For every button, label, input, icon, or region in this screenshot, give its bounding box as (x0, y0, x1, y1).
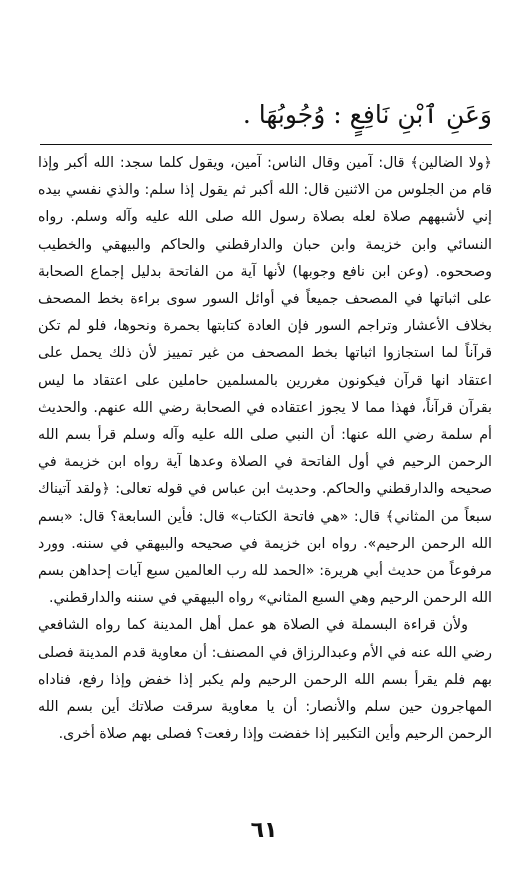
footnote-divider (40, 144, 492, 145)
commentary-paragraph: ولأن قراءة البسملة في الصلاة هو عمل أهل المدينة كما رواه الشافعي رضي الله عنه في الأم وعبدالرزاق في المصنف: أن معاوية قدم المدينة فصلى بهم فلم يقرأ بسم الله الرحمن الرحيم ولم يكبر إذا خفض وإذا رفع، فناداه المهاجرون حين سلم والأنصار: أن يا معاوية سرقت صلاتك أين بسم الله الرحمن الرحيم وأين التكبير إذا خفضت وإذا رفعت؟ فصلى بهم صلاة أخرى. (38, 617, 492, 743)
page-number: ٦١ (250, 818, 278, 843)
verse-text: وَعَنِ ٱبْنِ نَافِعٍ : وُجُوبُهَا . (242, 100, 492, 129)
commentary-paragraph: ﴿ولا الضالين﴾ قال: آمين وقال الناس: آمين، ويقول كلما سجد: الله أكبر وإذا قام من الجلوس من الاثنين قال: الله أكبر ثم يقول إذا سلم: والذي نفسي بيده إني لأشبههم صلاة لعله بصلاة رسول الله صلى الله عليه وآله وسلم. رواه النسائي وابن خزيمة وابن حبان والدارقطني والحاكم والبيهقي والخطيب وصححوه. (وعن ابن نافع وجوبها) لأنها آية من الفاتحة بدليل إجماع الصحابة على اثباتها في المصحف جميعاً في أوائل السور سوى براءة بخط المصحف بخلاف الأعشار وتراجم السور فإن العادة كتابتها بحمرة ونحوها، فلو لم تكن قرآناً لما استجازوا اثباتها بخط المصحف من غير تمييز لأن ذلك يحمل على اعتقاد انها قرآن فيكونون مغررين بالمسلمين حاملين على اعتقاد ما ليس بقرآن قرآناً، فهذا مما لا يجوز اعتقاده في الصحابة رضي الله عنهم. والحديث أم سلمة رضي الله عنها: أن النبي صلى الله عليه وآله وسلم قرأ بسم الله الرحمن الرحيم في أول الفاتحة في الصلاة وعدها آية رواه ابن خزيمة في صحيحه والدارقطني والحاكم. وحديث ابن عباس في قوله تعالى: ﴿ولقد آتيناك سبعاً من المثاني﴾ قال: «هي فاتحة الكتاب» قال: فأين السابعة؟ قال: «بسم الله الرحمن الرحيم». رواه ابن خزيمة في صحيحه والبيهقي في سننه. وورد مرفوعاً من حديث أبي هريرة: «الحمد لله رب العالمين سبع آيات إحداهن بسم الله الرحمن الرحيم وهي السبع المثاني» رواه البيهقي في سننه والدارقطني. (38, 155, 492, 607)
commentary-text (38, 150, 492, 748)
